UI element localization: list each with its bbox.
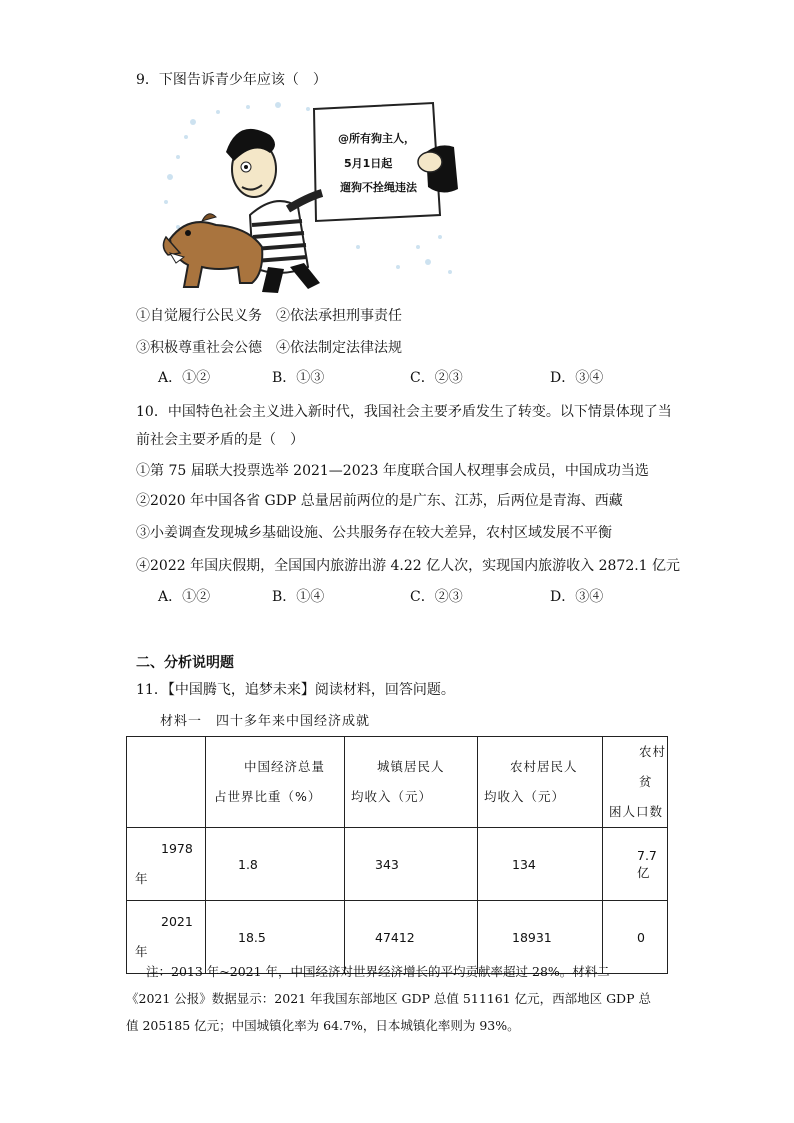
- row-value: 134: [478, 828, 603, 901]
- row-year-cell: [127, 828, 206, 901]
- table-header-row: [127, 737, 668, 828]
- q9-items-line-1: ①自觉履行公民义务 ②依法承担刑事责任: [136, 308, 402, 324]
- cartoon-line-3: 遛狗不拴绳违法: [340, 181, 417, 194]
- table-caption: 材料一 四十多年来中国经济成就: [160, 714, 371, 729]
- note-line-3: 值 205185 亿元；中国城镇化率为 64.7%，日本城镇化率则为 93%。: [126, 1018, 520, 1033]
- q9-option-b: B．①③: [272, 370, 325, 386]
- row-year-suffix: 年: [135, 944, 148, 959]
- q10-item-1: ①第 75 届联大投票选举 2021—2023 年度联合国人权理事会成员，中国成功当选: [136, 463, 649, 479]
- row-year: 2021: [161, 914, 193, 929]
- row-value: 18931: [478, 901, 603, 974]
- row-value: 0: [603, 901, 668, 974]
- q10-stem-line-2: 前社会主要矛盾的是（ ）: [136, 432, 304, 448]
- q10-option-d: D．③④: [550, 589, 604, 605]
- q10-item-2: ②2020 年中国各省 GDP 总量居前两位的是广东、江苏，后两位是青海、西藏: [136, 493, 623, 509]
- table-row: [127, 828, 668, 901]
- q10-option-b: B．①④: [272, 589, 325, 605]
- q9-items-line-2: ③积极尊重社会公德 ④依法制定法律法规: [136, 340, 402, 356]
- row-value: 1.8: [206, 828, 345, 901]
- header-urban-income: 城镇居民人 均收入（元）: [345, 737, 478, 828]
- q9-stem: 9．下图告诉青少年应该（ ）: [136, 72, 327, 88]
- q10-option-c: C．②③: [410, 589, 463, 605]
- q10-stem-line-1: 10．中国特色社会主义进入新时代，我国社会主要矛盾发生了转变。以下情景体现了当: [136, 404, 672, 420]
- header-rural-poverty: 农村贫 困人口数: [603, 737, 668, 828]
- row-year-suffix: 年: [135, 871, 148, 886]
- section-heading: 二、分析说明题: [136, 655, 234, 671]
- q10-item-3: ③小姜调查发现城乡基础设施、公共服务存在较大差异，农村区域发展不平衡: [136, 525, 612, 541]
- row-value: 47412: [345, 901, 478, 974]
- note-line-1: 注：2013 年~2021 年，中国经济对世界经济增长的平均贡献率超过 28%。材料二: [146, 964, 610, 979]
- q9-option-d: D．③④: [550, 370, 604, 386]
- row-value: 7.7 亿: [603, 828, 668, 901]
- row-value: 343: [345, 828, 478, 901]
- dog-leash-cartoon: [158, 97, 458, 297]
- row-value: 18.5: [206, 901, 345, 974]
- q10-item-4: ④2022 年国庆假期，全国国内旅游出游 4.22 亿人次，实现国内旅游收入 2872.1 亿元: [136, 558, 681, 574]
- cartoon-line-2: 5月1日起: [344, 157, 393, 170]
- economic-achievements-table: [126, 736, 668, 974]
- q9-option-c: C．②③: [410, 370, 463, 386]
- cartoon-line-1: @所有狗主人，: [338, 132, 415, 145]
- header-blank: [127, 737, 206, 828]
- q10-option-a: A．①②: [158, 589, 211, 605]
- note-line-2: 《2021 公报》数据显示：2021 年我国东部地区 GDP 总值 511161 亿元，西部地区 GDP 总: [126, 991, 651, 1006]
- row-year: 1978: [161, 841, 193, 856]
- q9-option-a: A．①②: [158, 370, 211, 386]
- q11-stem: 11．【中国腾飞，追梦未来】阅读材料，回答问题。: [136, 682, 455, 698]
- header-rural-income: 农村居民人 均收入（元）: [478, 737, 603, 828]
- header-gdp-share: 中国经济总量 占世界比重（%）: [206, 737, 345, 828]
